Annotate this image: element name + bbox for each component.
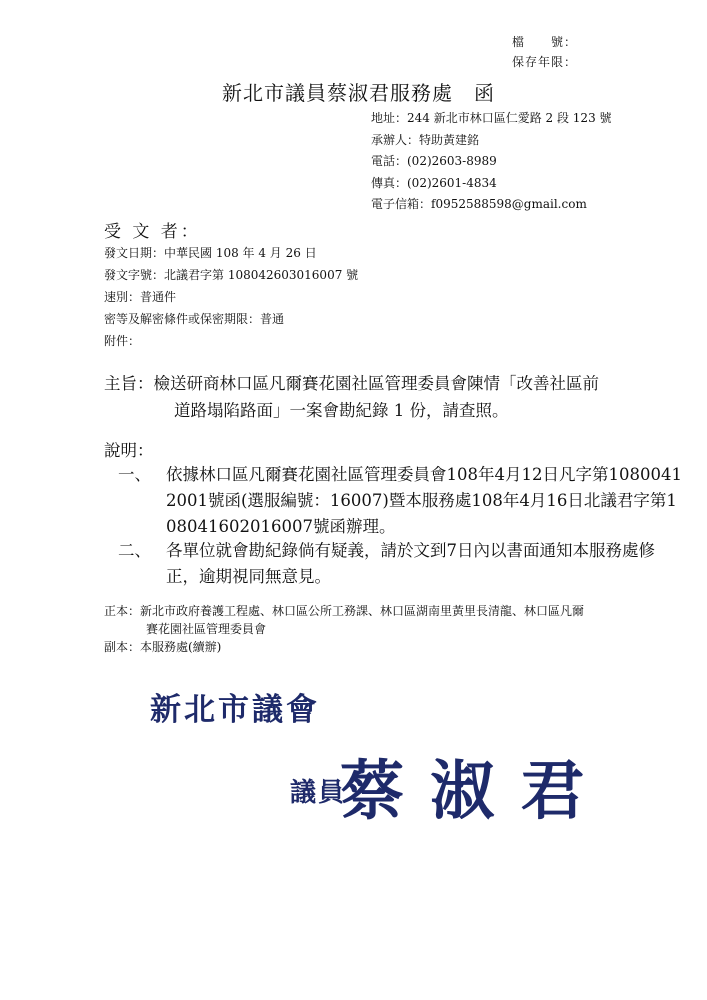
item-text: 依據林口區凡爾賽花園社區管理委員會108年4月12日凡字第10800412001號函(選服編號：16007)暨本服務處108年4月16日北議君字第108041602016007號函辦理。 bbox=[166, 465, 682, 536]
contact-block bbox=[371, 108, 612, 216]
delivery-speed: 速別：普通件 bbox=[104, 290, 177, 304]
item-number: 二、 bbox=[118, 541, 151, 560]
phone: 電話：(02)2603-8989 bbox=[371, 154, 497, 168]
address: 地址：244 新北市林口區仁愛路 2 段 123 號 bbox=[371, 111, 612, 125]
original-recipients-cont: 賽花園社區管理委員會 bbox=[146, 622, 267, 636]
explanation-item bbox=[118, 462, 698, 542]
meta-block bbox=[104, 242, 358, 352]
explanation-heading: 說明： bbox=[104, 441, 154, 460]
file-number-label: 檔 號： bbox=[512, 35, 578, 49]
document-number: 發文字號：北議君字第 108042603016007 號 bbox=[104, 268, 359, 282]
secrecy-level: 密等及解密條件或保密期限：普通 bbox=[104, 312, 285, 326]
copy-recipients: 副本：本服務處(續辦) bbox=[104, 640, 222, 654]
retention-label: 保存年限： bbox=[512, 55, 578, 69]
councilor-signature: 蔡 淑 君 bbox=[340, 754, 587, 829]
recipient-label: 受 文 者： bbox=[104, 222, 201, 242]
item-number: 一、 bbox=[118, 465, 151, 484]
item-text: 各單位就會勘紀錄倘有疑義，請於文到7日內以書面通知本服務處修正，逾期視同無意見。 bbox=[166, 541, 655, 586]
role-seal-text: 議員 bbox=[290, 778, 347, 808]
email: 電子信箱：f0952588598@gmail.com bbox=[371, 197, 587, 211]
attachment: 附件： bbox=[104, 334, 141, 348]
subject-line-1: 主旨：檢送研商林口區凡爾賽花園社區管理委員會陳情「改善社區前 bbox=[104, 374, 599, 393]
original-recipients: 正本：新北市政府養護工程處、林口區公所工務課、林口區湖南里黃里長清龍、林口區凡爾 bbox=[104, 604, 585, 618]
subject-block bbox=[104, 370, 599, 424]
council-seal-text: 新北市議會 bbox=[150, 692, 320, 728]
copies-block bbox=[104, 602, 584, 656]
explanation-item bbox=[118, 538, 698, 592]
issue-date: 發文日期：中華民國 108 年 4 月 26 日 bbox=[104, 246, 317, 260]
document-title: 新北市議員蔡淑君服務處 函 bbox=[222, 81, 495, 105]
fax: 傳真：(02)2601-4834 bbox=[371, 175, 497, 190]
subject-line-2: 道路塌陷路面」一案會勘紀錄 1 份，請查照。 bbox=[174, 401, 509, 420]
handler: 承辦人：特助黃建銘 bbox=[371, 132, 480, 147]
